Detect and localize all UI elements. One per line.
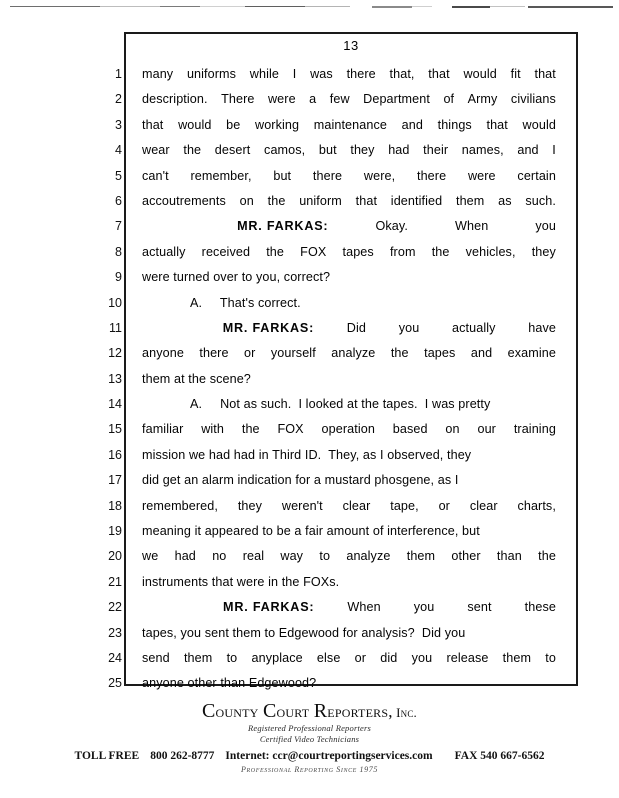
transcript-word: the [431,244,450,259]
transcript-word: would [463,67,497,81]
transcript-word: I [292,67,297,81]
transcript-word: had [388,143,410,158]
transcript-word: civilians [510,92,556,107]
transcript-word: you [535,219,556,234]
line-number: 8 [115,244,122,259]
internet-label: Internet: [225,750,270,762]
line-number: 11 [109,320,122,335]
company-initial-c1: C [202,700,216,722]
transcript-word: you [398,320,420,335]
transcript-word: sent [467,600,492,615]
transcript-word: these [524,600,556,615]
transcript-word: yourself [270,346,316,361]
toll-free-label: TOLL FREE [74,750,140,762]
line-indent [142,595,190,620]
transcript-word: working [255,117,300,132]
transcript-line [142,417,556,442]
transcript-word: them [455,193,485,208]
company-initial-c2: C [263,700,277,722]
line-number: 23 [108,625,122,640]
transcript-word: were [467,168,496,183]
transcript-word: operation [321,422,375,437]
transcript-word: description. [142,92,208,107]
transcript-word: There [221,92,255,107]
scan-artifact-mark [528,6,613,8]
transcript-line [142,62,556,87]
line-number: 22 [108,600,122,615]
line-number: 9 [115,270,122,285]
transcript-word: familiar [142,422,184,437]
transcript-word: the [538,549,556,564]
transcript-word: had [174,549,196,564]
transcript-line [142,240,556,265]
transcript-word: the [266,244,285,259]
transcript-word: few [329,92,350,107]
footer-company-name [0,700,619,723]
transcript-word: we [142,549,159,564]
transcript-word: did [380,650,398,665]
footer-block [0,700,619,762]
footer-tagline [0,723,619,745]
line-number: 10 [108,295,122,310]
transcript-word: send [142,650,170,665]
transcript-word: tape, [390,498,419,513]
scan-artifact-mark [305,6,350,7]
transcript-word: as [498,193,512,208]
transcript-word: Department [363,92,430,107]
transcript-word: that [534,67,556,81]
speaker-label: MR. FARKAS: [223,600,315,615]
line-number: 15 [108,422,122,437]
transcript-word: based [392,422,428,437]
transcript-line-text: mission we had had in Third ID. They, as I observed, they [142,447,472,462]
transcript-word: release [446,650,489,665]
transcript-word: to [319,549,331,564]
scan-artifact-mark [452,6,490,8]
transcript-word: other [451,549,481,564]
transcript-word: tapes [424,346,456,361]
transcript-word: them [502,650,532,665]
transcript-line [142,392,562,417]
transcript-line [142,595,556,620]
transcript-word: accoutrements [142,193,226,208]
transcript-word: wear [142,143,170,158]
transcript-word: anyone [142,346,184,361]
line-number: 7 [115,219,122,234]
company-word-court: ourt [276,702,314,721]
line-number: 5 [115,168,122,183]
transcript-word: identified [390,193,443,208]
transcript-line-text: were turned over to you, correct? [142,270,331,285]
transcript-line [142,570,562,595]
transcript-word: anyplace [251,650,303,665]
transcript-line [142,621,562,646]
transcript-word: you [411,650,433,665]
transcript-word: vehicles, [465,244,516,259]
transcript-line [142,519,562,544]
transcript-word: actually [142,244,186,259]
transcript-word: examine [507,346,556,361]
transcript-word: to [226,650,238,665]
transcript-word: from [389,244,416,259]
transcript-line-text: them at the scene? [142,371,251,386]
fax-number: 540 667-6562 [480,750,545,762]
transcript-word: When [455,219,489,234]
toll-free-number: 800 262-8777 [150,750,215,762]
transcript-word: and [517,143,539,158]
transcript-word: would [178,117,212,132]
transcript-word: there [416,168,447,183]
line-number: 3 [115,117,122,132]
transcript-word: Okay. [375,219,408,234]
company-word-county: ounty [215,702,263,721]
transcript-word: names, [461,143,504,158]
line-number: 20 [108,549,122,564]
transcript-line-text: tapes, you sent them to Edgewood for analysis? Did you [142,625,466,640]
transcript-line [142,316,556,341]
speaker-label: MR. FARKAS: [222,320,315,335]
transcript-line-text: A. Not as such. I looked at the tapes. I was pretty [190,397,491,412]
transcript-word: FOX [277,422,304,437]
transcript-word: be [226,117,241,132]
transcript-line-text: anyone other than Edgewood? [142,676,317,691]
line-number: 14 [108,397,122,412]
transcript-line [142,164,556,189]
transcript-word: while [249,67,279,81]
transcript-word: or [244,346,256,361]
transcript-word: real [242,549,265,564]
transcript-line-text: instruments that were in the FOXs. [142,574,340,589]
page-number: 13 [343,38,359,53]
transcript-word: way [280,549,304,564]
scan-artifact-mark [160,6,200,7]
scan-artifact-mark [490,6,525,7]
line-number: 16 [108,447,122,462]
transcript-word: actually [452,320,496,335]
transcript-line [142,468,562,493]
transcript-word: on [239,193,254,208]
footer-contact-line [0,750,619,762]
line-indent [142,316,190,341]
transcript-word: Army [467,92,498,107]
transcript-word: that [486,117,508,132]
transcript-line [142,443,562,468]
transcript-word: analyze [331,346,376,361]
line-number: 17 [108,473,122,488]
transcript-word: tapes [342,244,374,259]
transcript-word: but [273,168,292,183]
transcript-word: Did [346,320,366,335]
transcript-word: and [401,117,423,132]
transcript-word: uniforms [186,67,237,81]
transcript-word: would [522,117,556,132]
transcript-word: or [354,650,367,665]
transcript-word: the [267,193,286,208]
transcript-line [142,494,556,519]
transcript-word: were [267,92,296,107]
transcript-word: or [438,498,450,513]
transcript-word: to [545,650,556,665]
transcript-word: desert [214,143,251,158]
transcript-word: the [183,143,202,158]
transcript-word: than [496,549,522,564]
line-number: 21 [108,574,122,589]
transcript-word: but [318,143,337,158]
transcript-word: they [237,498,263,513]
transcript-line [142,544,556,569]
transcript-line [142,671,562,696]
scan-artifact-mark [245,6,305,7]
fax-label: FAX [454,750,478,762]
transcript-word: training [513,422,556,437]
transcript-line [142,341,556,366]
company-initial-r: R [313,700,328,722]
transcript-line-text: did get an alarm indication for a mustard phosgene, as I [142,473,459,488]
transcript-word: they [350,143,375,158]
transcript-word: else [316,650,341,665]
transcript-word: When [347,600,381,615]
transcript-word: I [552,143,556,158]
transcript-line [142,113,556,138]
line-number-gutter [86,62,122,697]
line-number: 1 [115,67,122,81]
transcript-word: FOX [300,244,327,259]
transcript-word: things [437,117,472,132]
transcript-word: our [477,422,496,437]
transcript-line [142,646,556,671]
transcript-word: certain [517,168,556,183]
transcript-line [142,87,556,112]
line-number: 2 [115,92,122,107]
transcript-word: them [406,549,436,564]
scan-artifact-mark [200,6,245,7]
transcript-word: camos, [264,143,306,158]
transcript-word: and [470,346,493,361]
tagline-line-2: Certified Video Technicians [259,734,360,744]
line-number: 18 [108,498,122,513]
line-indent [142,214,190,239]
line-number: 13 [108,371,122,386]
company-suffix-inc: Inc. [392,705,417,720]
transcript-word: clear [469,498,498,513]
scan-artifact-mark [412,6,432,7]
line-number: 4 [115,143,122,158]
transcript-word: the [241,422,260,437]
transcript-word: that, [389,67,415,81]
transcript-word: fit [510,67,521,81]
transcript-line [142,291,562,316]
transcript-word: you [413,600,435,615]
transcript-word: no [212,549,227,564]
transcript-word: their [423,143,449,158]
transcript-line [142,189,556,214]
transcript-word: uniform [299,193,342,208]
transcript-word: there [346,67,376,81]
transcript-word: many [142,67,174,81]
line-number: 12 [108,346,122,361]
transcript-word: weren't [281,498,323,513]
scan-artifact-mark [10,6,100,7]
transcript-word: that [142,117,164,132]
transcript-word: there [312,168,343,183]
transcript-word: them [183,650,213,665]
transcript-word: can't [142,168,169,183]
transcript-word: that [428,67,450,81]
transcript-line [142,138,556,163]
transcript-word: the [390,346,409,361]
transcript-line-text: meaning it appeared to be a fair amount of interference, but [142,524,480,539]
transcript-word: of [443,92,455,107]
transcript-word: clear [342,498,371,513]
transcript-word: have [528,320,556,335]
transcript-word: that [355,193,378,208]
footer-since-line: Professional Reporting Since 1975 [241,765,378,774]
transcript-word: charts, [517,498,556,513]
transcript-text-body [142,62,562,697]
transcript-word: were, [363,168,396,183]
transcript-word: was [310,67,333,81]
scan-artifact-mark [372,6,412,8]
transcript-line [142,265,562,290]
transcript-word: such. [525,193,556,208]
transcript-word: with [201,422,225,437]
line-number: 6 [115,193,122,208]
scan-artifact-mark [100,6,160,7]
transcript-word: on [445,422,460,437]
transcript-word: received [201,244,251,259]
company-word-reporters: eporters, [327,702,393,721]
speaker-label: MR. FARKAS: [237,219,329,234]
tagline-line-1: Registered Professional Reporters [247,723,372,733]
transcript-word: there [199,346,229,361]
line-number: 25 [108,676,122,691]
transcript-word: maintenance [313,117,387,132]
internet-address[interactable]: ccr@courtreportingservices.com [272,750,433,762]
line-number: 24 [108,650,122,665]
scan-artifact-marks [0,0,619,16]
transcript-line [142,367,562,392]
transcript-word: remembered, [142,498,218,513]
transcript-line [142,214,556,239]
transcript-word: analyze [346,549,391,564]
transcript-word: remember, [190,168,252,183]
line-number: 19 [108,524,122,539]
transcript-word: a [309,92,317,107]
transcript-word: they [531,244,556,259]
transcript-line-text: A. That's correct. [190,295,301,310]
